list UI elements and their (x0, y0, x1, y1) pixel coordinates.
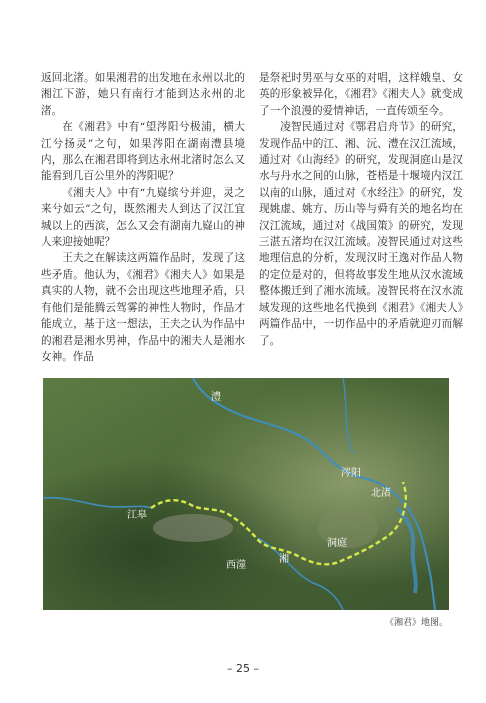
map-label-jianggao: 江皋 (127, 510, 147, 521)
map-caption: 《湘君》地图。 (384, 618, 448, 628)
map-label-xibin: 西澨 (226, 560, 246, 571)
map-label-cenyang: 涔阳 (341, 468, 361, 479)
paragraph: 王夫之在解读这两篇作品时，发现了这些矛盾。他认为，《湘君》《湘夫人》如果是真实的人物，就不会出现这些地理矛盾，只有他们是能腾云驾雾的神性人物时，作品才能成立，基于这一想法，王夫之认为作品中的湘君是湘水男神，作品中的湘夫人是湘水女神。作品 (41, 252, 245, 363)
paragraph: 在《湘君》中有“望涔阳兮极浦，横大江兮扬灵”之句，如果涔阳在湖南澧县境内，那么在湘君即将到达永州北渚时怎么又能看到几百公里外的涔阳呢？ (41, 121, 245, 183)
map-label-dongting: 洞庭 (327, 538, 347, 549)
paragraph: 是祭祀时男巫与女巫的对唱，这样娥皇、女英的形象被异化，《湘君》《湘夫人》就变成了一个浪漫的爱情神话，一直传颂至今。 (259, 72, 463, 117)
urban-area (153, 514, 233, 542)
map-label-river: 澧 (211, 392, 221, 403)
map-label-xiang: 湘 (279, 554, 289, 565)
page-number: – 25 – (227, 662, 259, 675)
paragraph: 返回北渚。如果湘君的出发地在永州以北的湘江下游，她只有南行才能到达永州的北渚。 (41, 72, 245, 117)
paragraph: 凌智民通过对《鄂君启舟节》的研究，发现作品中的江、湘、沅、澧在汉江流域，通过对《山海经》的研究，发现洞庭山是汉水与丹水之间的山脉，苍梧是十堰境内汉江以南的山脉，通过对《水经注》的研究，发现姚虚、姚方、历山等与舜有关的地名均在汉江流域，通过对《战国策》的研究，发现三湛五渚均在汉江流域。凌智民通过对这些地理信息的分析，发现汉时王逸对作品人物的定位是对的，但将故事发生地从汉水流域整体搬迁到了湘水流域。凌智民将在汉水流域发现的这些地名代换到《湘君》《湘夫人》两篇作品中，一切作品中的矛盾就迎刃而解了。 (259, 121, 463, 347)
map-label-beizhu: 北渚 (371, 488, 391, 499)
map-svg (43, 378, 449, 610)
left-text-column (41, 70, 245, 365)
right-text-column (259, 70, 463, 349)
satellite-map (43, 378, 449, 610)
paragraph: 《湘夫人》中有“九嶷缤兮并迎，灵之来兮如云”之句，既然湘夫人到达了汉江宜城以上的西滨，怎么又会有湖南九嶷山的神人来迎接她呢？ (41, 186, 245, 249)
